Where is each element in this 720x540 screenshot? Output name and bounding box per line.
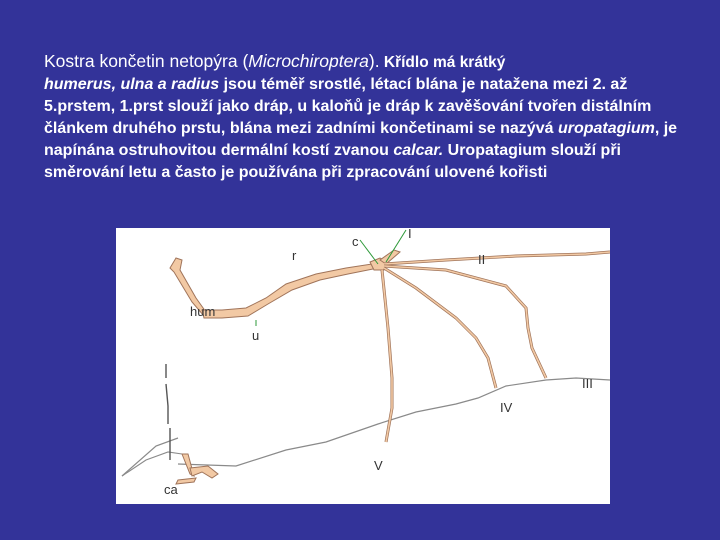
label-digit-3: III — [582, 376, 593, 391]
label-digit-1: I — [408, 228, 412, 241]
slide-body — [44, 74, 694, 184]
radius-bone — [202, 264, 378, 318]
label-humerus: hum — [190, 304, 216, 319]
uropatagium-edge — [122, 452, 182, 476]
slide-title — [44, 50, 694, 74]
hind-limb — [176, 454, 218, 484]
wing-membrane-edge — [122, 378, 610, 476]
title-rest: Křídlo má krátký — [379, 54, 506, 71]
bat-skeleton-drawing — [116, 228, 610, 504]
label-digit-5: V — [374, 458, 383, 473]
title-prefix: Kostra končetin netopýra ( — [44, 51, 249, 71]
label-calcar: ca — [164, 482, 178, 497]
title-latin: Microchiroptera — [248, 51, 369, 71]
label-carpal: c — [352, 234, 359, 249]
body-part-3: Uropatagium slouží při směrování letu a často je používána při zpracování ulovené kořisti — [44, 142, 621, 181]
label-digit-4: IV — [500, 400, 513, 415]
title-suffix: ). — [368, 51, 380, 71]
term-uropatagium: uropatagium — [557, 120, 655, 137]
term-calcar: calcar. — [393, 142, 444, 159]
label-ulna: u — [252, 328, 260, 343]
label-digit-2: II — [478, 252, 486, 267]
label-radius: r — [292, 248, 297, 263]
term-bones: humerus, ulna a radius — [44, 76, 220, 93]
bat-skeleton-figure — [116, 228, 610, 504]
digit-4-bone — [384, 268, 496, 388]
body-part-1: jsou téměř srostlé, létací blána je natažena mezi 2. až 5.prstem, 1.prst slouží jako dráp, u kaloňů je dráp k zavěšování tvořen distálním článkem druhého prstu, blána mezi zadními končetinami se nazývá — [44, 76, 652, 137]
body-part-2: , je napínána ostruhovitou dermální kostí zvanou — [44, 120, 678, 159]
slide-text — [44, 50, 694, 184]
digit-4-fill — [384, 268, 496, 388]
body-outline — [166, 364, 170, 460]
